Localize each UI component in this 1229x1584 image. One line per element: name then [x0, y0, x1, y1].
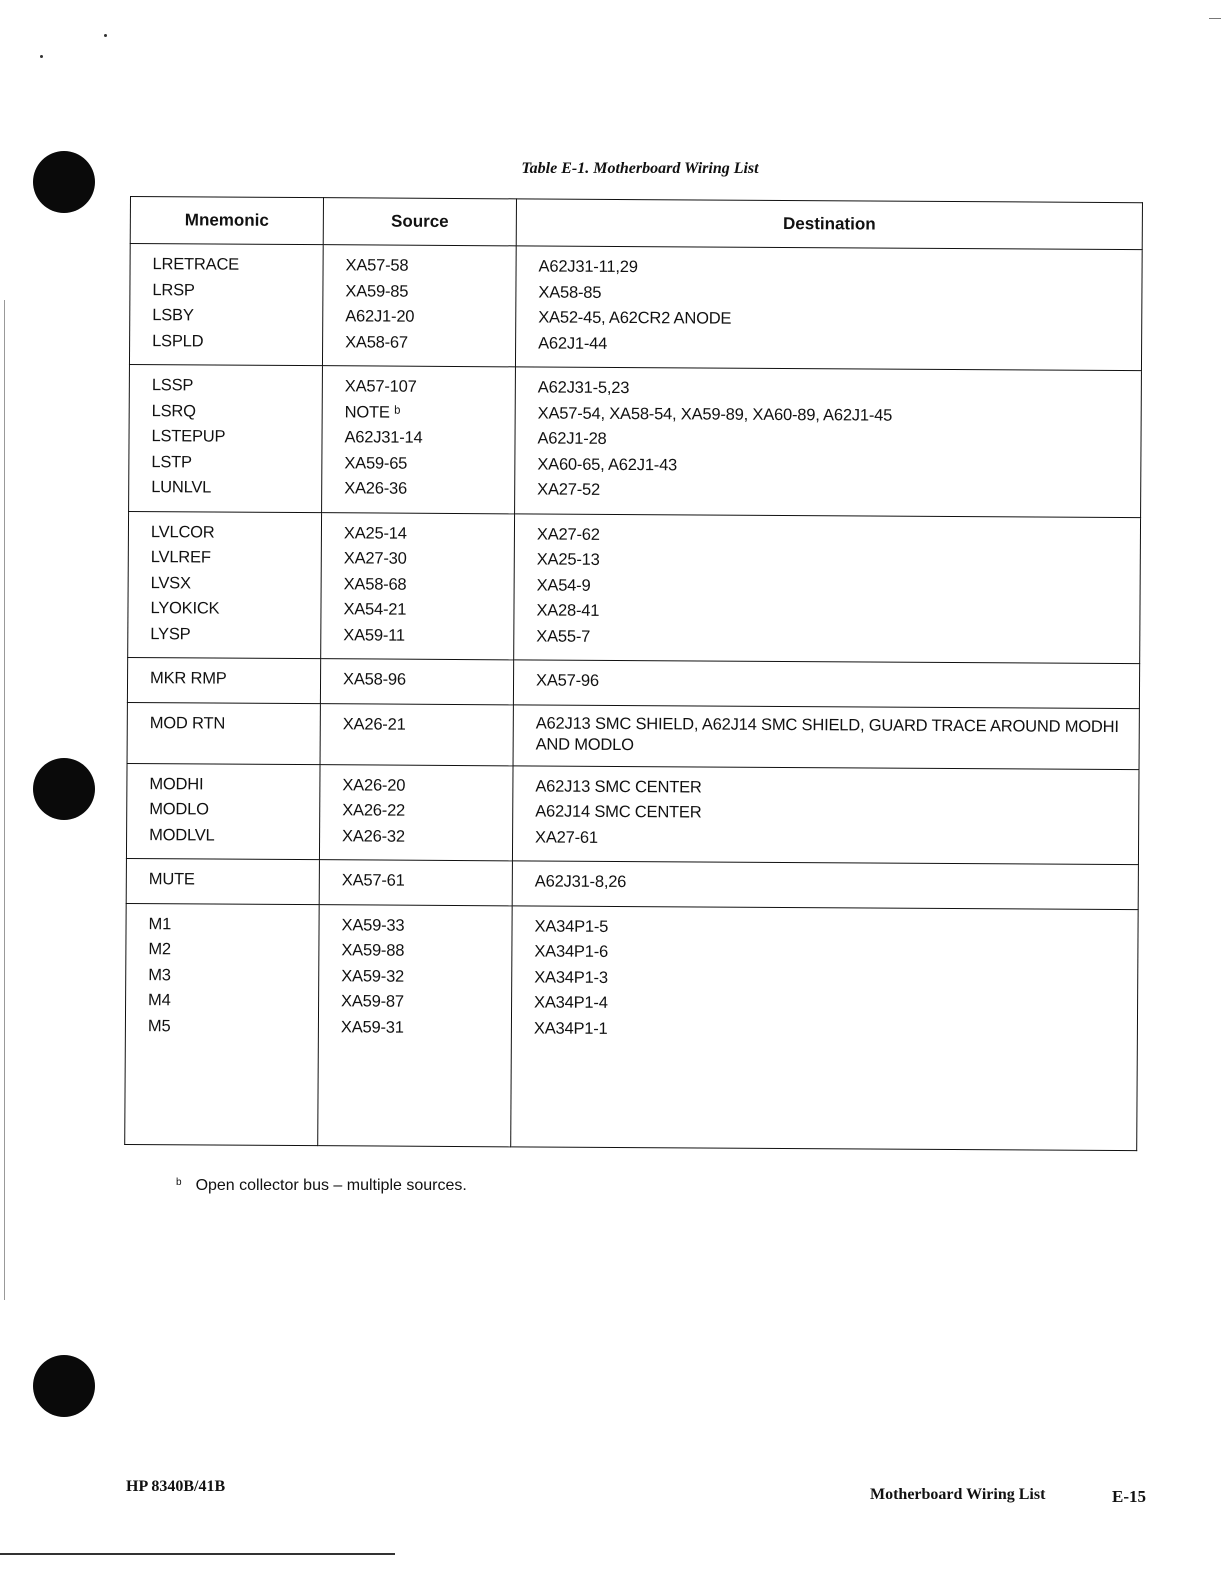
source: XA59-11 — [343, 625, 405, 645]
destination: XA27-52 — [537, 480, 601, 499]
mnemonic: M2 — [148, 940, 171, 959]
source: XA54-21 — [343, 600, 407, 619]
scan-speck — [40, 55, 43, 58]
source: XA59-87 — [341, 992, 404, 1011]
mnemonic: LRSP — [152, 280, 195, 299]
mnemonic: M1 — [148, 914, 172, 933]
footer-model: HP 8340B/41B — [126, 1478, 226, 1495]
mnemonic: MKR RMP — [150, 669, 227, 688]
source: XA57-61 — [341, 871, 405, 890]
mnemonic: LSRQ — [151, 401, 196, 420]
source-cell — [319, 764, 513, 861]
source: XA58-68 — [343, 574, 407, 594]
bottom-rule — [0, 1553, 395, 1555]
table-row — [126, 858, 1138, 909]
mnemonic-cell — [129, 364, 323, 512]
source: XA26-36 — [344, 479, 408, 498]
source-cell — [318, 904, 512, 1146]
binder-hole-bottom — [33, 1355, 95, 1417]
destination: XA27-62 — [536, 524, 600, 544]
destination: A62J31-11,29 — [538, 257, 638, 277]
source: XA59-65 — [344, 453, 408, 473]
scan-edge-line — [4, 300, 5, 1300]
destination-cell — [515, 367, 1142, 517]
destination: A62J13 SMC CENTER — [535, 776, 702, 797]
mnemonic: LYOKICK — [150, 599, 220, 618]
destination-cell — [514, 513, 1141, 663]
destination: XA60-65, A62J1-43 — [537, 454, 678, 474]
table-header-row — [130, 197, 1142, 250]
destination-cell — [513, 660, 1139, 708]
wiring-table — [124, 196, 1143, 1151]
table-caption: Table E-1. Motherboard Wiring List — [521, 160, 759, 177]
source-cell — [322, 366, 516, 514]
mnemonic-cell — [127, 702, 320, 764]
mnemonic: MODHI — [149, 774, 204, 793]
destination: XA57-96 — [535, 671, 599, 690]
destination: XA34P1-4 — [534, 993, 608, 1012]
table-row — [126, 763, 1139, 865]
mnemonic: MODLVL — [149, 825, 215, 845]
destination: A62J31-5,23 — [537, 378, 630, 398]
source-cell — [322, 245, 516, 367]
source-cell — [320, 703, 513, 765]
mnemonic: MUTE — [148, 870, 195, 889]
mnemonic: MODLO — [149, 800, 209, 819]
table-row — [125, 903, 1138, 1150]
source: A62J31-14 — [344, 428, 423, 447]
destination: XA52-45, A62CR2 ANODE — [538, 308, 732, 328]
source: XA26-32 — [342, 826, 405, 846]
source: XA25-14 — [343, 523, 407, 543]
source-cell — [319, 860, 512, 906]
source-cell — [320, 659, 513, 705]
source-cell — [321, 512, 515, 660]
footnote-text: Open collector bus – multiple sources. — [195, 1177, 467, 1194]
destination: A62J1-44 — [538, 333, 608, 353]
scan-speck — [104, 34, 107, 37]
mnemonic: M5 — [147, 1016, 171, 1035]
destination: XA57-54, XA58-54, XA59-89, XA60-89, A62J1-45 — [537, 403, 893, 425]
destination-cell — [511, 905, 1138, 1150]
mnemonic: LSTEPUP — [151, 427, 226, 446]
scan-edge-mark — [1209, 18, 1221, 19]
binder-hole-middle — [33, 758, 95, 820]
destination: XA34P1-1 — [533, 1018, 608, 1038]
mnemonic-cell — [127, 657, 320, 703]
table-row — [127, 657, 1139, 708]
mnemonic: LSTP — [151, 452, 192, 471]
destination: XA28-41 — [536, 601, 600, 620]
table-row — [129, 364, 1142, 517]
source: XA57-58 — [345, 256, 409, 275]
destination-cell — [513, 704, 1139, 769]
source: XA59-85 — [345, 281, 409, 301]
source: XA57-107 — [344, 377, 417, 396]
destination: A62J31-8,26 — [534, 872, 627, 892]
source: XA26-21 — [342, 714, 406, 734]
mnemonic: LSSP — [151, 376, 194, 395]
destination: XA58-85 — [538, 282, 602, 302]
mnemonic: LVLREF — [150, 548, 211, 567]
table-row — [127, 702, 1139, 769]
destination: A62J13 SMC SHIELD, A62J14 SMC SHIELD, GUARD TRACE AROUND MODHI AND MODLO — [535, 713, 1119, 754]
source: XA27-30 — [343, 549, 407, 568]
destination: XA55-7 — [536, 626, 591, 646]
destination: XA34P1-3 — [534, 967, 608, 987]
mnemonic: M3 — [148, 965, 171, 984]
destination-cell — [515, 246, 1142, 371]
mnemonic-cell — [128, 511, 322, 659]
destination: A62J14 SMC CENTER — [535, 802, 702, 822]
mnemonic: LUNLVL — [151, 478, 212, 497]
mnemonic: LSPLD — [152, 331, 204, 350]
mnemonic: LVSX — [150, 573, 191, 592]
source: NOTE ᵇ — [344, 402, 401, 422]
column-header-destination: Destination — [516, 199, 1142, 250]
source: XA26-22 — [342, 801, 406, 820]
source: A62J1-20 — [345, 307, 415, 326]
destination: XA27-61 — [535, 827, 598, 847]
mnemonic: LSBY — [152, 306, 194, 325]
mnemonic: M4 — [148, 991, 171, 1010]
source: XA59-33 — [341, 915, 405, 935]
table-row — [129, 244, 1142, 371]
destination-cell — [512, 861, 1138, 909]
source: XA59-31 — [340, 1017, 404, 1037]
mnemonic: MOD RTN — [149, 713, 226, 733]
mnemonic-cell — [129, 244, 323, 366]
mnemonic-cell — [125, 903, 319, 1145]
mnemonic: LVLCOR — [150, 522, 215, 542]
mnemonic: LRETRACE — [152, 255, 240, 274]
source: XA59-88 — [341, 941, 405, 960]
page-number: E-15 — [1112, 1487, 1146, 1506]
source: XA59-32 — [341, 966, 405, 986]
mnemonic: LYSP — [150, 624, 191, 643]
table-row — [128, 511, 1141, 664]
footer-section-title: Motherboard Wiring List — [870, 1486, 1046, 1503]
source: XA58-96 — [342, 670, 406, 689]
destination: XA25-13 — [536, 550, 600, 569]
source: XA26-20 — [342, 775, 406, 795]
footnote — [176, 1177, 467, 1195]
destination: XA54-9 — [536, 575, 591, 595]
destination: XA34P1-5 — [534, 916, 609, 936]
footnote-marker: b — [176, 1177, 182, 1188]
mnemonic-cell — [126, 763, 320, 860]
destination: XA34P1-6 — [534, 942, 609, 961]
source: XA58-67 — [345, 332, 408, 352]
column-header-mnemonic: Mnemonic — [130, 197, 323, 245]
destination: A62J1-28 — [537, 429, 607, 448]
destination-cell — [512, 765, 1139, 864]
mnemonic-cell — [126, 858, 319, 904]
column-header-source: Source — [323, 198, 516, 246]
